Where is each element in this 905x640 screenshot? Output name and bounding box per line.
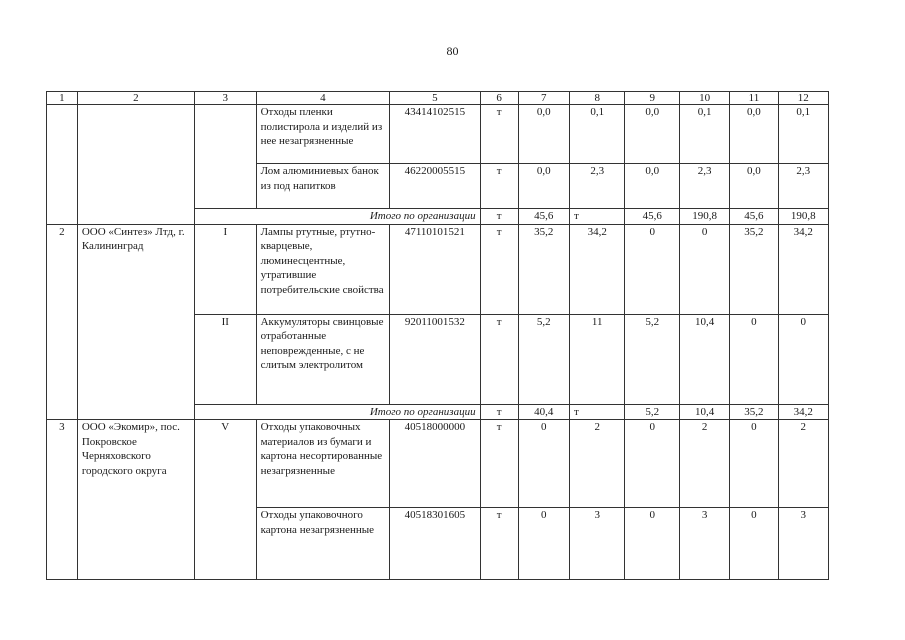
waste-code: 92011001532	[390, 314, 480, 404]
value-cell: 0,0	[518, 164, 569, 209]
value-cell: 0,0	[730, 105, 778, 164]
value-cell: 0,0	[730, 164, 778, 209]
waste-code: 46220005515	[390, 164, 480, 209]
waste-code: 40518301605	[390, 508, 480, 580]
unit-cell: т	[480, 209, 518, 225]
header-cell: 2	[77, 92, 194, 105]
header-cell: 6	[480, 92, 518, 105]
unit-cell: т	[480, 314, 518, 404]
value-cell: 35,2	[518, 224, 569, 314]
header-cell: 7	[518, 92, 569, 105]
value-cell: 34,2	[778, 224, 828, 314]
value-cell: 45,6	[625, 209, 679, 225]
value-cell: 40,4	[518, 404, 569, 420]
value-cell: 10,4	[679, 404, 729, 420]
header-cell: 4	[256, 92, 390, 105]
total-label: Итого по организации	[194, 404, 480, 420]
total-row	[47, 209, 829, 225]
value-cell: 2,3	[569, 164, 624, 209]
header-cell: 9	[625, 92, 679, 105]
table-row	[47, 224, 829, 314]
unit-cell: т	[480, 420, 518, 508]
value-cell: 45,6	[518, 209, 569, 225]
table-row	[47, 420, 829, 508]
hazard-class-cell	[194, 105, 256, 209]
value-cell: 0	[730, 420, 778, 508]
unit-cell: т	[480, 508, 518, 580]
value-cell: т	[569, 209, 624, 225]
row-number-cell: 2	[47, 224, 78, 420]
value-cell: 0	[730, 508, 778, 580]
value-cell: 190,8	[679, 209, 729, 225]
unit-cell: т	[480, 224, 518, 314]
hazard-class-cell: V	[194, 420, 256, 580]
hazard-class-cell: I	[194, 224, 256, 314]
organization-cell	[77, 105, 194, 209]
value-cell: 0	[679, 224, 729, 314]
header-cell: 10	[679, 92, 729, 105]
value-cell: 45,6	[730, 209, 778, 225]
value-cell: 5,2	[518, 314, 569, 404]
value-cell: 34,2	[778, 404, 828, 420]
organization-cell: ООО «Экомир», пос. Покровское Черняховского городского округа	[77, 420, 194, 580]
page-number: 80	[446, 44, 459, 58]
value-cell: 0,0	[625, 105, 679, 164]
value-cell: 0	[625, 224, 679, 314]
value-cell: 0	[518, 420, 569, 508]
waste-description: Аккумуляторы свинцовые отработанные неповрежденные, с не слитым электролитом	[256, 314, 390, 404]
value-cell: 2,3	[778, 164, 828, 209]
value-cell: 2	[778, 420, 828, 508]
total-label: Итого по организации	[194, 209, 480, 225]
value-cell: 0	[625, 508, 679, 580]
hazard-class-cell: II	[194, 314, 256, 404]
header-row	[47, 92, 829, 105]
value-cell: 2,3	[679, 164, 729, 209]
value-cell: 0,1	[778, 105, 828, 164]
organization-cell: ООО «Синтез» Лтд, г. Калининград	[77, 224, 194, 420]
value-cell: 0,1	[569, 105, 624, 164]
waste-table	[46, 91, 829, 580]
value-cell: 0,0	[518, 105, 569, 164]
value-cell: 10,4	[679, 314, 729, 404]
header-cell: 3	[194, 92, 256, 105]
waste-description: Отходы упаковочных материалов из бумаги и картона несортированные незагрязненные	[256, 420, 390, 508]
value-cell: 11	[569, 314, 624, 404]
value-cell: 5,2	[625, 314, 679, 404]
waste-code: 40518000000	[390, 420, 480, 508]
row-number-cell: 3	[47, 420, 78, 580]
value-cell: 3	[778, 508, 828, 580]
value-cell: 190,8	[778, 209, 828, 225]
waste-code: 47110101521	[390, 224, 480, 314]
header-cell: 5	[390, 92, 480, 105]
header-cell: 11	[730, 92, 778, 105]
unit-cell: т	[480, 164, 518, 209]
value-cell: 5,2	[625, 404, 679, 420]
value-cell: 0	[625, 420, 679, 508]
value-cell: 34,2	[569, 224, 624, 314]
value-cell: 0	[778, 314, 828, 404]
header-cell: 1	[47, 92, 78, 105]
value-cell: 0,0	[625, 164, 679, 209]
value-cell: 2	[679, 420, 729, 508]
waste-description: Отходы упаковочного картона незагрязненные	[256, 508, 390, 580]
value-cell: 35,2	[730, 224, 778, 314]
value-cell: 0	[730, 314, 778, 404]
value-cell: 0	[518, 508, 569, 580]
header-cell: 12	[778, 92, 828, 105]
unit-cell: т	[480, 105, 518, 164]
waste-description: Лампы ртутные, ртутно-кварцевые, люминесцентные, утратившие потребительские свойства	[256, 224, 390, 314]
unit-cell: т	[480, 404, 518, 420]
row-number-cell	[47, 105, 78, 209]
value-cell: т	[569, 404, 624, 420]
value-cell: 0,1	[679, 105, 729, 164]
header-cell: 8	[569, 92, 624, 105]
waste-description: Отходы пленки полистирола и изделий из нее незагрязненные	[256, 105, 390, 164]
waste-description: Лом алюминиевых банок из под напитков	[256, 164, 390, 209]
waste-code: 43414102515	[390, 105, 480, 164]
table-row	[47, 105, 829, 164]
value-cell: 35,2	[730, 404, 778, 420]
value-cell: 3	[679, 508, 729, 580]
value-cell: 2	[569, 420, 624, 508]
value-cell: 3	[569, 508, 624, 580]
